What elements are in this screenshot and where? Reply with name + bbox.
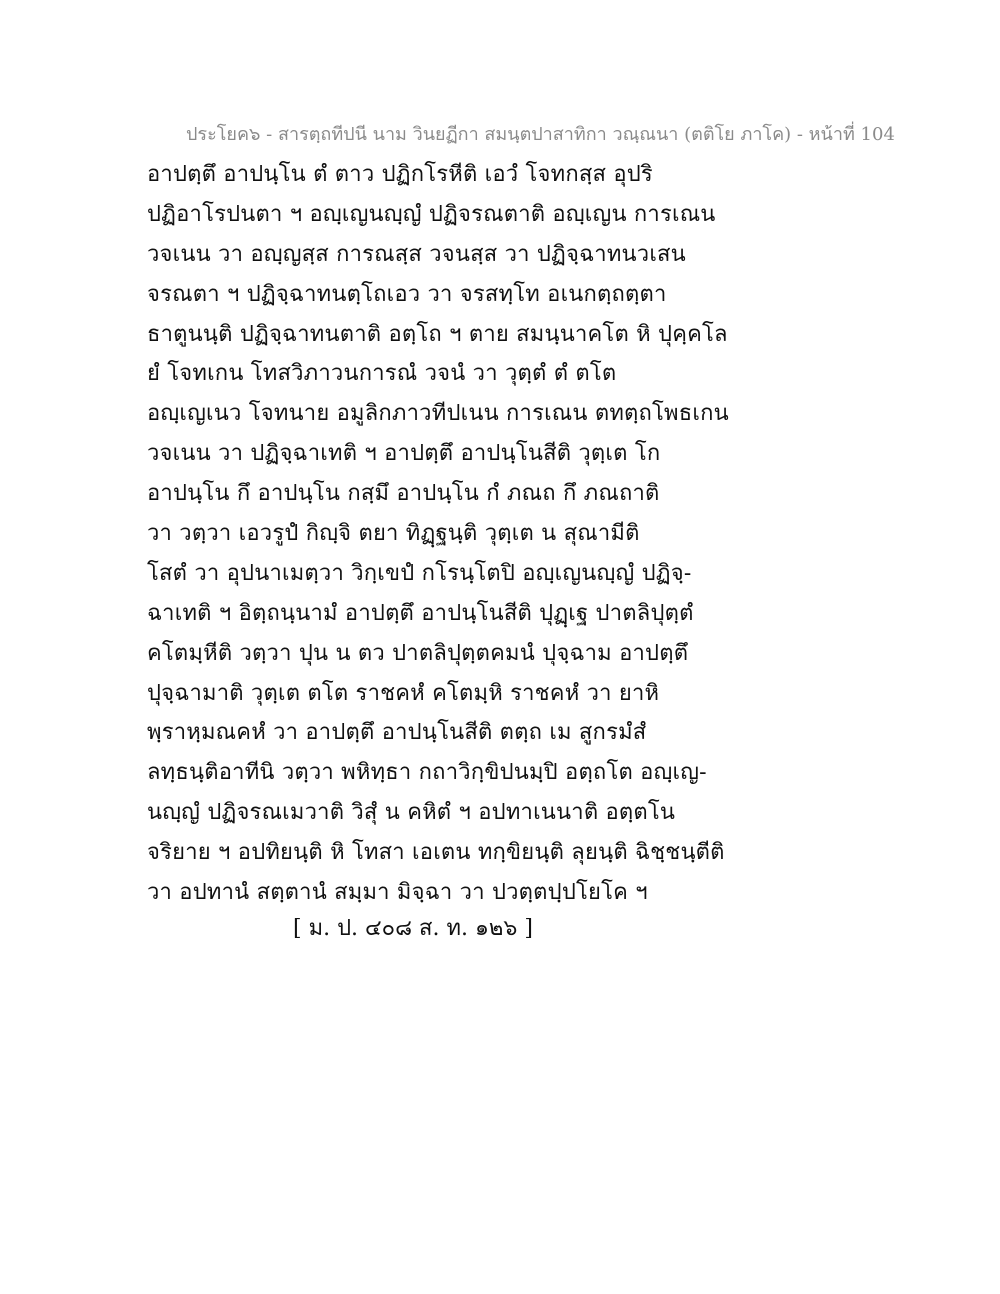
text-line: อาปนฺโน กึ อาปนฺโน กสฺมึ อาปนฺโน กํ ภณถ กึ ภณถาติ	[147, 481, 660, 507]
text-line: นญฺญํ ปฏิจรณเมวาติ วิสุํ น คหิตํ ฯ อปทาเนนาติ อตฺตโน	[147, 800, 676, 826]
body-text	[147, 155, 729, 913]
text-line: คโตมฺหีติ วตฺวา ปุน น ตว ปาตลิปุตฺตคมนํ ปุจฺฉาม อาปตฺตึ	[147, 640, 689, 666]
text-line: พฺราหฺมณคหํ วา อาปตฺตึ อาปนฺโนสีติ ตตฺถ เม สูกรมํสํ	[147, 720, 647, 746]
text-line: ลทฺธนฺติอาทีนิ วตฺวา พหิทฺธา กถาวิกฺขิปนมฺปิ อตฺถโต อญฺเญ-	[147, 760, 707, 786]
text-line: ปฏิอาโรปนตา ฯ อญฺเญนญฺญํ ปฏิจรณตาติ อญฺเญน การเณน	[147, 201, 716, 227]
source-reference: [ ม. ป. ๔๐๘ ส. ท. ๑๒๖ ]	[293, 916, 533, 941]
text-line: วจเนน วา อญฺญสฺส การณสฺส วจนสฺส วา ปฏิจฺฉาทนวเสน	[147, 241, 686, 267]
text-line: อญฺเญเนว โจทนาย อมูลิกภาวทีปเนน การเณน ตทตฺถโพธเกน	[147, 401, 729, 427]
text-line: โสตํ วา อุปนาเมตฺวา วิกฺเขปํ กโรนฺโตปิ อญฺเญนญฺญํ ปฏิจฺ-	[147, 560, 692, 586]
text-line: ฉาเทติ ฯ อิตฺถนฺนามํ อาปตฺตึ อาปนฺโนสีติ ปุฏฺเฐ ปาตลิปุตฺตํ	[147, 600, 694, 626]
text-line: จริยาย ฯ อปทิยนฺติ หิ โทสา เอเตน ทกฺขิยนฺติ ลุยนฺติ ฉิชฺชนฺตีติ	[147, 840, 725, 866]
text-line: วา วตฺวา เอวรูปํ กิญฺจิ ตยา ทิฏฺฐนฺติ วุตฺเต น สุณามีติ	[147, 521, 640, 547]
text-line: วจเนน วา ปฏิจฺฉาเทติ ฯ อาปตฺตึ อาปนฺโนสีติ วุตฺเต โก	[147, 441, 661, 467]
text-line: จรณตา ฯ ปฏิจฺฉาทนตฺโถเอว วา จรสทฺโท อเนกตฺถตฺตา	[147, 281, 667, 307]
text-line: อาปตฺตึ อาปนฺโน ตํ ตาว ปฏิกโรหีติ เอวํ โจทกสฺส อุปริ	[147, 162, 653, 187]
text-line: วา อปทานํ สตฺตานํ สมฺมา มิจฺฉา วา ปวตฺตปฺปโยโค ฯ	[147, 880, 648, 906]
text-line: ธาตูนนฺติ ปฏิจฺฉาทนตาติ อตฺโถ ฯ ตาย สมนฺนาคโต หิ ปุคฺคโล	[147, 321, 728, 347]
text-line: ปุจฺฉามาติ วุตฺเต ตโต ราชคหํ คโตมฺหิ ราชคหํ วา ยาหิ	[147, 680, 660, 706]
running-header: ประโยค๖ - สารตฺถทีปนี นาม วินยฏีกา สมนฺตปาสาทิกา วณฺณนา (ตติโย ภาโค) - หน้าที่ 104	[186, 124, 895, 145]
text-line: ยํ โจทเกน โทสวิภาวนการณํ วจนํ วา วุตฺตํ ตํ ตโต	[147, 361, 617, 387]
